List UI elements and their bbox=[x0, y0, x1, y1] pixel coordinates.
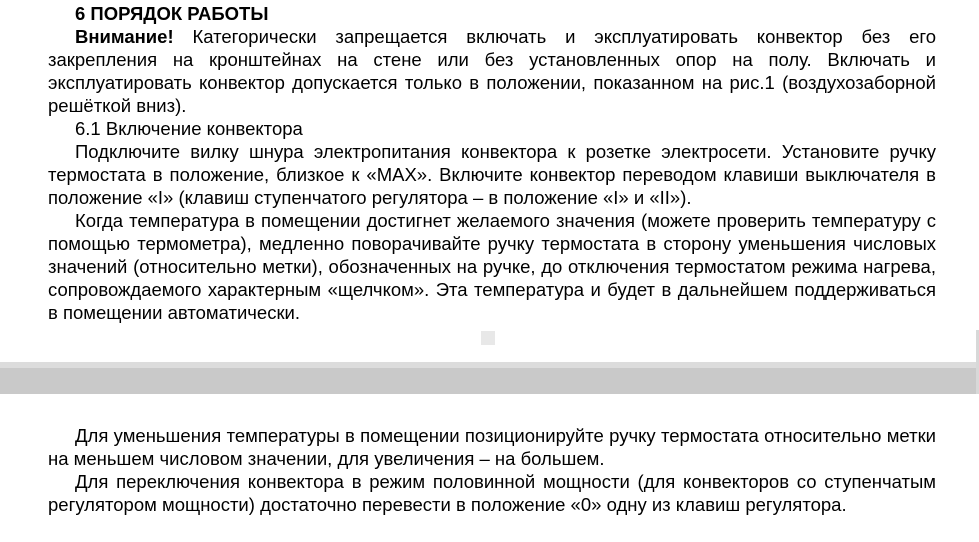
warning-paragraph bbox=[48, 25, 936, 117]
section-content bbox=[48, 2, 936, 324]
paragraph-thermostat: Когда температура в помещении достигнет желаемого значения (можете проверить температуру с помощью термометра), медленно поворачивайте ручку термостата в сторону уменьшения числовых значений (относительно метки), обозначенных на ручке, до отключения термостатом режима нагрева, сопровождаемого характерным «щелчком». Эта температура и будет в дальнейшем поддерживаться в помещении автоматически. bbox=[48, 210, 936, 323]
document-page-bottom bbox=[0, 394, 979, 542]
section-title: 6 ПОРЯДОК РАБОТЫ bbox=[75, 3, 269, 24]
paragraph-half-power: Для переключения конвектора в режим половинной мощности (для конвекторов со ступенчатым регулятором мощности) достаточно перевести в положение «0» одну из клавиш регулятора. bbox=[48, 471, 936, 515]
paragraph-power-on: Подключите вилку шнура электропитания конвектора к розетке электросети. Установите ручку термостата в положение, близкое к «MAX». Включите конвектор переводом клавиши выключателя в положение «I» (клавиш ступенчатого регулятора – в положение «I» и «II»). bbox=[48, 141, 936, 208]
warning-label: Внимание! bbox=[75, 26, 174, 47]
page-separator-shade bbox=[0, 362, 979, 368]
next-page-content bbox=[48, 424, 936, 516]
page-marker bbox=[481, 331, 495, 345]
paragraph-temperature-adjust: Для уменьшения температуры в помещении позиционируйте ручку термостата относительно метки на меньшем числовом значении, для увеличения – на большем. bbox=[48, 425, 936, 469]
subsection-title: 6.1 Включение конвектора bbox=[75, 118, 303, 139]
page-separator bbox=[0, 362, 979, 394]
warning-text: Категорически запрещается включать и эксплуатировать конвектор без его закрепления на кронштейнах на стене или без установленных опор на полу. Включать и эксплуатировать конвектор допускается только в положении, показанном на рис.1 (воздухозаборной решёткой вниз). bbox=[48, 26, 936, 116]
